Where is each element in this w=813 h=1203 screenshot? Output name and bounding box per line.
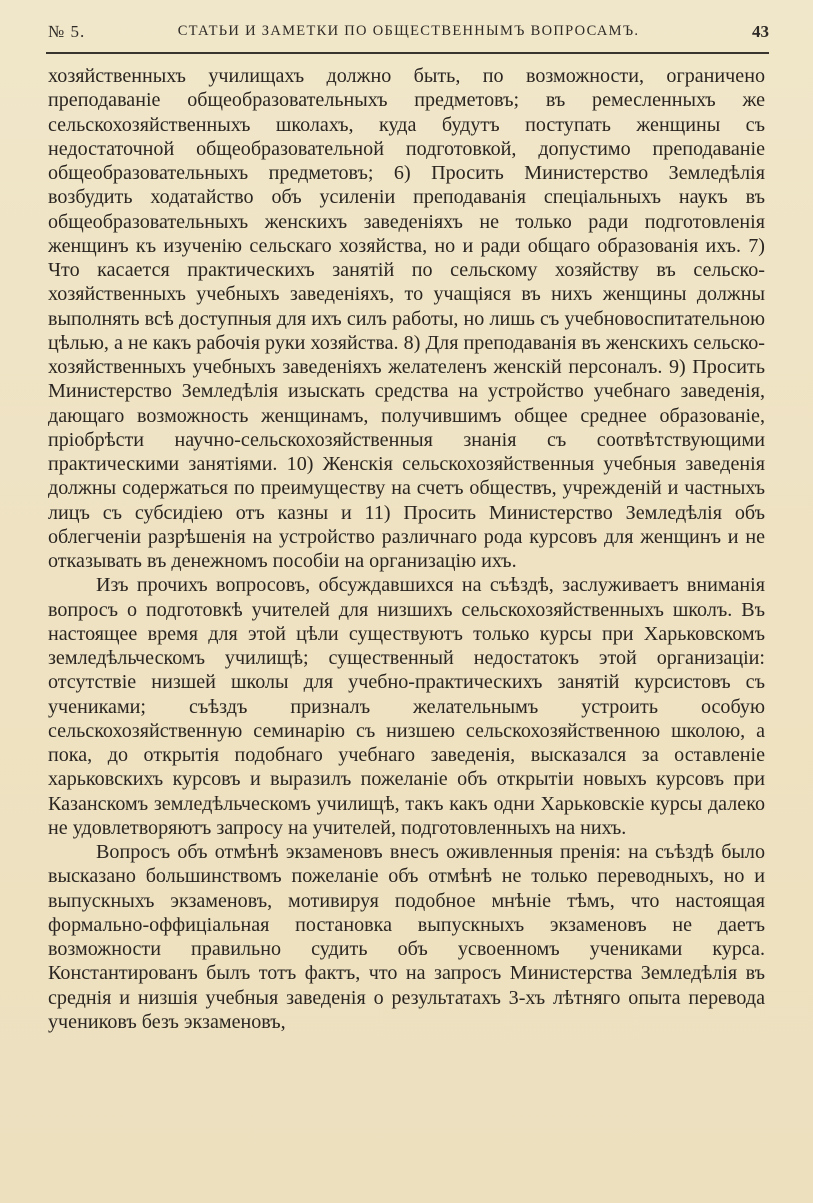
running-header xyxy=(48,22,769,46)
running-title: СТАТЬИ И ЗАМЕТКИ ПО ОБЩЕСТВЕННЫМЪ ВОПРОСАМЪ. xyxy=(177,23,640,39)
paragraph-exams: Вопросъ объ отмѣнѣ экзаменовъ внесъ оживленныя пренiя: на съѣздѣ было высказано большинствомъ пожеланiе объ отмѣнѣ не только переводныхъ, но и выпускныхъ экзаменовъ, мотивируя подобное мнѣнiе тѣмъ, что настоящая формально-оффицiальная постановка выпускныхъ экзаменовъ не даетъ возможности правильно судить объ усвоенномъ учениками курса. Константированъ былъ тотъ фактъ, что на запросъ Министерства Земледѣлiя въ среднiя и низшiя учебныя заведенiя о результатахъ 3-хъ лѣтняго опыта перевода учениковъ безъ экзаменовъ, xyxy=(48,841,765,1033)
page-number: 43 xyxy=(752,22,769,41)
paragraph-teacher-training: Изъ прочихъ вопросовъ, обсуждавшихся на съѣздѣ, заслуживаетъ вниманiя вопросъ о подготовкѣ учителей для низшихъ сельскохозяйственныхъ школъ. Въ настоящее время для этой цѣли существуютъ только курсы при Харьковскомъ земледѣльческомъ училищѣ; существенный недостатокъ этой организацiи: отсутствiе низшей школы для учебно-практическихъ занятiй курсистовъ съ учениками; съѣздъ призналъ желательнымъ устроить особую сельскохозяйственную семинарiю съ низшею сельскохозяйственною школою, а пока, до открытiя подобнаго учебнаго заведенiя, высказался за оставленiе харьковскихъ курсовъ и выразилъ пожеланiе объ открытiи новыхъ курсовъ при Казанскомъ земледѣльческомъ училищѣ, такъ какъ одни Харьковскiе курсы далеко не удовлетворяютъ запросу на учителей, подготовленныхъ на нихъ. xyxy=(48,574,765,839)
issue-number: № 5. xyxy=(48,22,86,41)
header-rule xyxy=(46,52,769,54)
paragraph-continued: хозяйственныхъ училищахъ должно быть, по возможности, ограничено преподаванiе общеобразовательныхъ предметовъ; въ ремесленныхъ же сельскохозяйственныхъ школахъ, куда будутъ поступать женщины съ недостаточной общеобразовательной подготовкой, допустимо преподаванiе общеобразовательныхъ предметовъ; 6) Просить Министерство Земледѣлiя возбудить ходатайство объ усиленiи преподаванiя спецiальныхъ наукъ въ общеобразовательныхъ женскихъ заведенiяхъ не только ради подготовленiя женщинъ къ изученiю сельскаго хозяйства, но и ради общаго образованiя ихъ. 7) Что касается практическихъ занятiй по сельскому хозяйству въ сельско-хозяйственныхъ учебныхъ заведенiяхъ, то учащiяся въ нихъ женщины должны выполнять всѣ доступныя для ихъ силъ работы, но лишь съ учебновоспитательною цѣлью, а не какъ рабочiя руки хозяйства. 8) Для преподаванiя въ женскихъ сельско-хозяйственныхъ учебныхъ заведенiяхъ желателенъ женскiй персоналъ. 9) Просить Министерство Земледѣлiя изыскать средства на устройство учебнаго заведенiя, дающаго возможность женщинамъ, получившимъ общее среднее образованiе, прiобрѣсти научно-сельскохозяйственныя знанiя съ соотвѣтствующими практическими занятiями. 10) Женскiя сельскохозяйственныя учебныя заведенiя должны содержаться по преимуществу на счетъ обществъ, учрежденiй и частныхъ лицъ съ субсидiею отъ казны и 11) Просить Министерство Земледѣлiя объ облегченiи разрѣшенiя на устройство различнаго рода курсовъ для женщинъ и не отказывать въ денежномъ пособiи на организацiю ихъ. xyxy=(48,65,765,572)
article-body xyxy=(48,64,765,1034)
